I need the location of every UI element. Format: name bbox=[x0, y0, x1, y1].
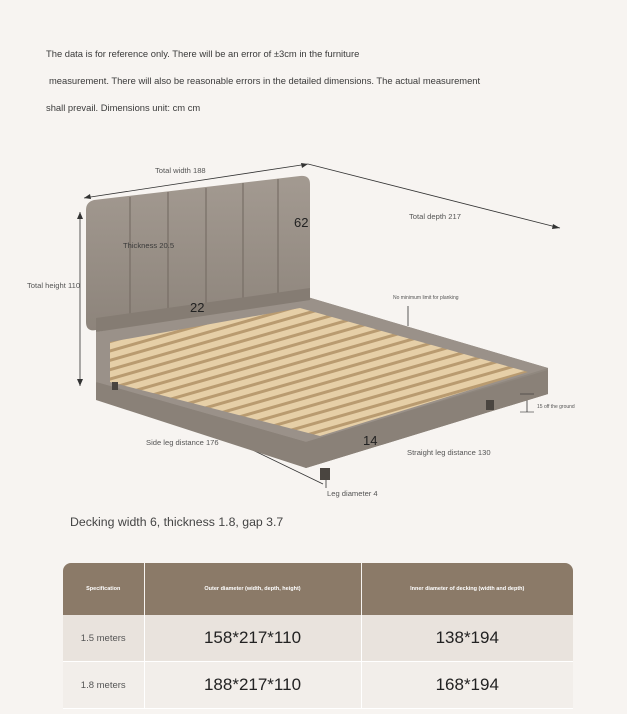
total-depth-label: Total depth 217 bbox=[409, 212, 461, 221]
intro-line-2: measurement. There will also be reasonable errors in the detailed dimensions. The actual measurement bbox=[49, 75, 481, 86]
header-outer-diameter: Outer diameter (width, depth, height) bbox=[144, 563, 361, 615]
frame-height-value: 22 bbox=[190, 300, 205, 315]
leg-diameter-label: Leg diameter 4 bbox=[327, 489, 378, 498]
decking-spec-text: Decking width 6, thickness 1.8, gap 3.7 bbox=[70, 515, 284, 529]
table-header-row bbox=[63, 563, 573, 615]
front-leg bbox=[320, 468, 330, 480]
side-leg-distance-label: Side leg distance 176 bbox=[146, 438, 219, 447]
thickness-label: Thickness 20.5 bbox=[123, 241, 175, 250]
intro-line-3: shall prevail. Dimensions unit: cm cm bbox=[46, 102, 201, 113]
straight-leg-distance-label: Straight leg distance 130 bbox=[407, 448, 491, 457]
header-specification: Specification bbox=[63, 563, 144, 615]
side-leg bbox=[486, 400, 494, 410]
headboard-height-value: 62 bbox=[294, 215, 309, 230]
outer-cell: 158*217*110 bbox=[144, 615, 361, 662]
inner-cell: 138*194 bbox=[361, 615, 573, 662]
bed-dimension-diagram bbox=[0, 150, 627, 510]
total-width-label: Total width 188 bbox=[155, 166, 206, 175]
intro-line-1: The data is for reference only. There will be an error of ±3cm in the furniture bbox=[46, 48, 360, 59]
outer-cell: 188*217*110 bbox=[144, 662, 361, 709]
size-cell: 1.8 meters bbox=[63, 662, 144, 709]
planking-note: No minimum limit for planking bbox=[393, 295, 459, 301]
specification-table bbox=[63, 563, 573, 709]
inner-cell: 168*194 bbox=[361, 662, 573, 709]
total-height-label: Total height 110 bbox=[27, 281, 81, 290]
rear-leg bbox=[112, 382, 118, 390]
table-row bbox=[63, 662, 573, 709]
ground-clearance-note: 15 off the ground bbox=[537, 404, 575, 410]
leg-height-value: 14 bbox=[363, 433, 378, 448]
table-row bbox=[63, 615, 573, 662]
intro-text bbox=[46, 40, 516, 121]
header-inner-diameter: Inner diameter of decking (width and depth) bbox=[361, 563, 573, 615]
bed-illustration bbox=[0, 150, 627, 510]
size-cell: 1.5 meters bbox=[63, 615, 144, 662]
